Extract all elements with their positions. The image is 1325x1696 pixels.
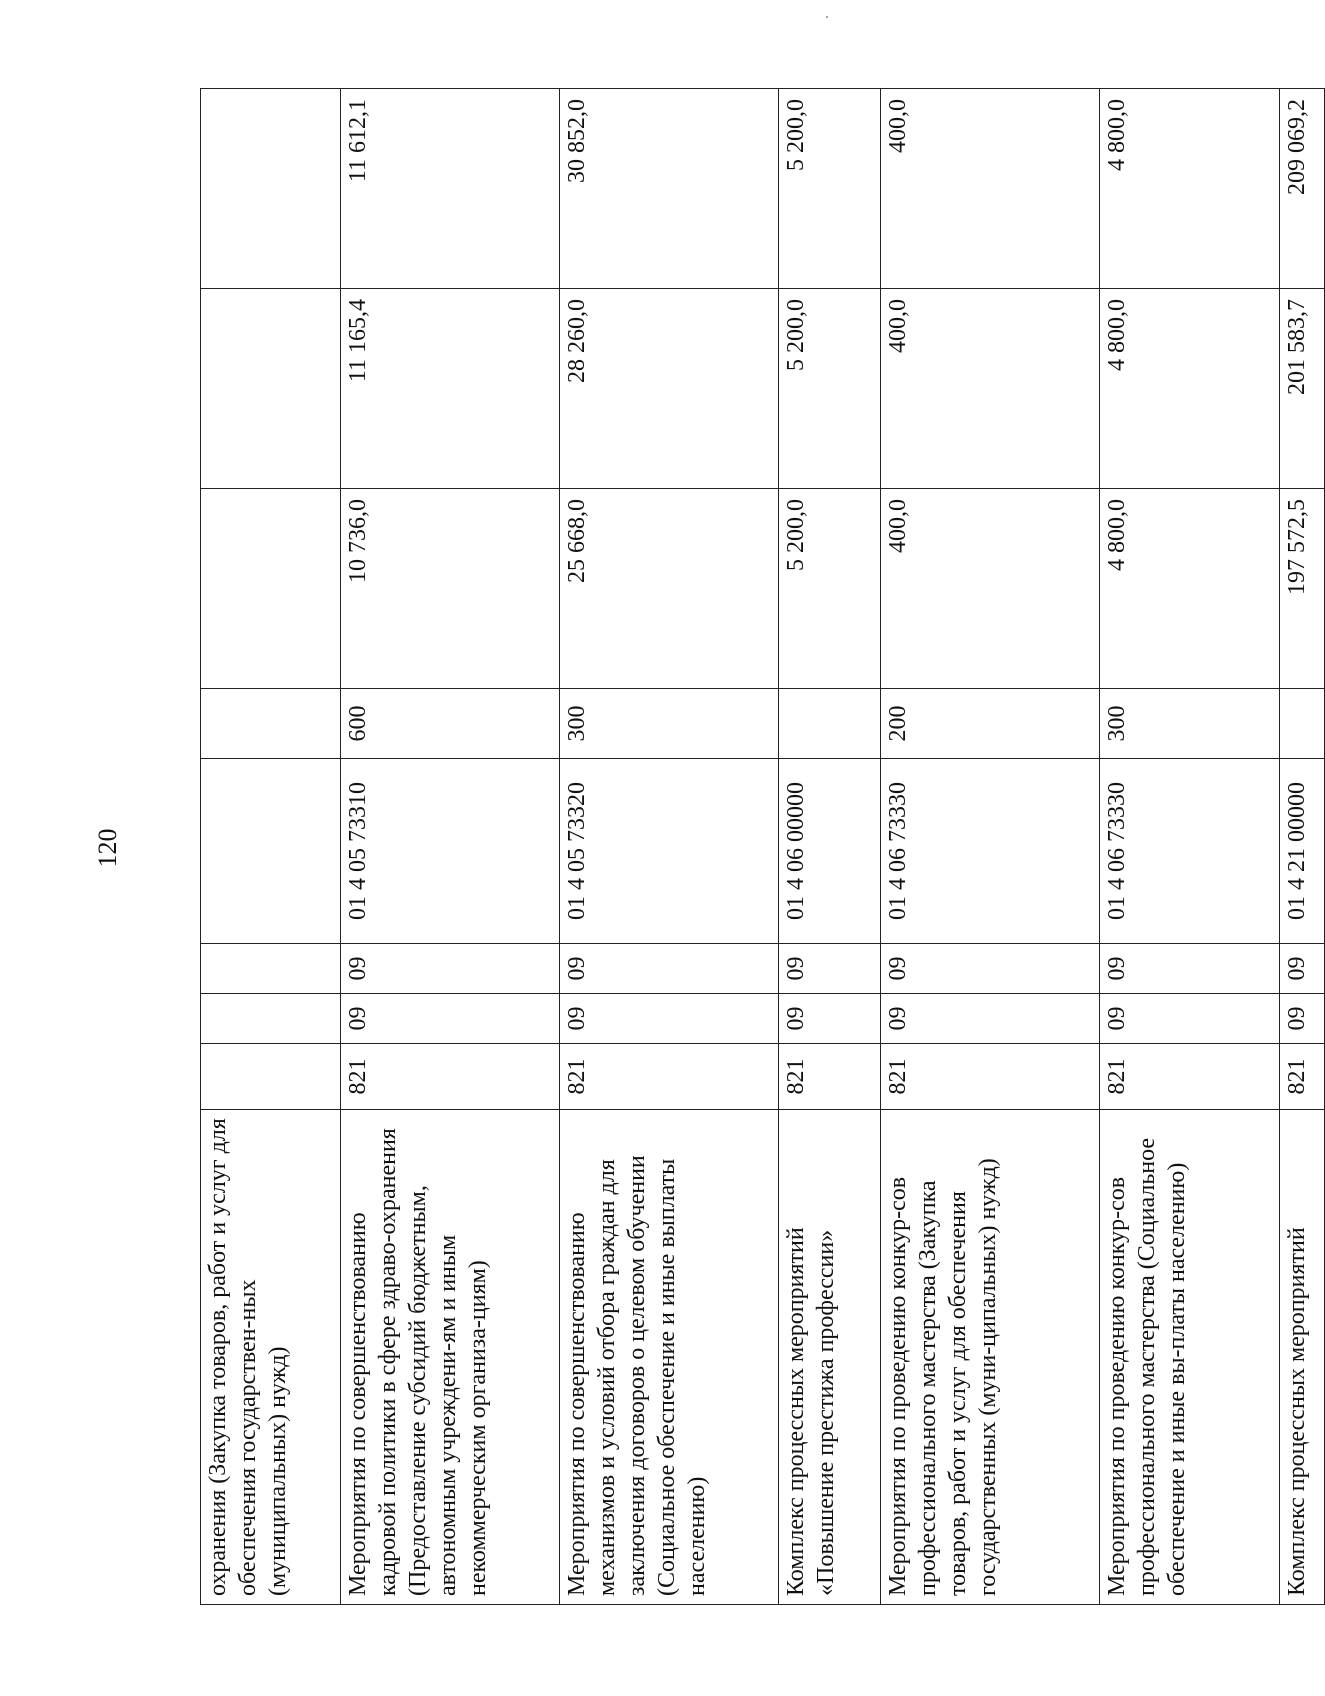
expense-type-cell: 300 (559, 689, 778, 759)
table-row (1099, 89, 1280, 1605)
amount-year2-cell: 11 165,4 (341, 289, 560, 489)
amount-year1-cell: 4 800,0 (1099, 489, 1280, 689)
target-article-cell: 01 4 05 73320 (559, 759, 778, 944)
subsection-code-cell: 09 (341, 944, 560, 994)
table-row (341, 89, 560, 1605)
table-row (880, 89, 1099, 1605)
expense-name-cell: охранения (Закупка товаров, работ и услуг для обеспечения государствен-ных (муниципальных) нужд) (201, 1110, 341, 1605)
target-article-cell: 01 4 21 00000 (1280, 759, 1325, 944)
table-row (778, 89, 880, 1605)
table-row (201, 89, 341, 1605)
amount-year3-cell: 30 852,0 (559, 89, 778, 289)
amount-year3-cell (201, 89, 341, 289)
target-article-cell: 01 4 06 73330 (880, 759, 1099, 944)
amount-year2-cell: 5 200,0 (778, 289, 880, 489)
subsection-code-cell: 09 (778, 944, 880, 994)
expense-type-cell (201, 689, 341, 759)
amount-year1-cell: 400,0 (880, 489, 1099, 689)
target-article-cell: 01 4 06 73330 (1099, 759, 1280, 944)
expense-type-cell: 600 (341, 689, 560, 759)
section-code-cell: 09 (1280, 994, 1325, 1044)
target-article-cell (201, 759, 341, 944)
amount-year3-cell: 400,0 (880, 89, 1099, 289)
amount-year2-cell: 201 583,7 (1280, 289, 1325, 489)
expense-type-cell (778, 689, 880, 759)
target-article-cell: 01 4 05 73310 (341, 759, 560, 944)
target-article-cell: 01 4 06 00000 (778, 759, 880, 944)
expense-name-cell: Мероприятия по проведению конкур-сов профессионального мастерства (Закупка товаров, работ и услуг для обеспечения государственных (муни-ципальных) нужд) (880, 1110, 1099, 1605)
table-row (1280, 89, 1325, 1605)
expense-name-cell: Мероприятия по совершенствованию кадровой политики в сфере здраво-охранения (Предоставление субсидий бюджетным, автономным учреждени-ям и иным некоммерческим организа-циям) (341, 1110, 560, 1605)
expense-name-cell: Мероприятия по проведению конкур-сов профессионального мастерства (Социальное обеспечение и иные вы-платы населению) (1099, 1110, 1280, 1605)
section-code-cell: 09 (778, 994, 880, 1044)
amount-year2-cell (201, 289, 341, 489)
amount-year2-cell: 400,0 (880, 289, 1099, 489)
subsection-code-cell: 09 (1280, 944, 1325, 994)
grbs-code-cell: 821 (880, 1044, 1099, 1110)
stray-mark (826, 16, 828, 18)
amount-year1-cell: 5 200,0 (778, 489, 880, 689)
expense-name-cell: Мероприятия по совершенствованию механизмов и условий отбора граждан для заключения договоров о целевом обучении (Социальное обеспечение и иные выплаты населению) (559, 1110, 778, 1605)
section-code-cell: 09 (341, 994, 560, 1044)
amount-year1-cell: 197 572,5 (1280, 489, 1325, 689)
budget-table (200, 88, 1325, 1605)
amount-year1-cell (201, 489, 341, 689)
section-code-cell: 09 (1099, 994, 1280, 1044)
subsection-code-cell: 09 (559, 944, 778, 994)
expense-type-cell: 300 (1099, 689, 1280, 759)
section-code-cell (201, 994, 341, 1044)
section-code-cell: 09 (880, 994, 1099, 1044)
amount-year2-cell: 4 800,0 (1099, 289, 1280, 489)
subsection-code-cell: 09 (880, 944, 1099, 994)
grbs-code-cell: 821 (1280, 1044, 1325, 1110)
amount-year1-cell: 10 736,0 (341, 489, 560, 689)
grbs-code-cell: 821 (341, 1044, 560, 1110)
grbs-code-cell: 821 (1099, 1044, 1280, 1110)
subsection-code-cell: 09 (1099, 944, 1280, 994)
expense-type-cell (1280, 689, 1325, 759)
grbs-code-cell (201, 1044, 341, 1110)
expense-type-cell: 200 (880, 689, 1099, 759)
amount-year3-cell: 209 069,2 (1280, 89, 1325, 289)
grbs-code-cell: 821 (559, 1044, 778, 1110)
expense-name-cell: Комплекс процессных мероприятий (1280, 1110, 1325, 1605)
amount-year1-cell: 25 668,0 (559, 489, 778, 689)
subsection-code-cell (201, 944, 341, 994)
table-row (559, 89, 778, 1605)
grbs-code-cell: 821 (778, 1044, 880, 1110)
amount-year3-cell: 11 612,1 (341, 89, 560, 289)
amount-year3-cell: 5 200,0 (778, 89, 880, 289)
page-number: 120 (93, 828, 122, 868)
amount-year2-cell: 28 260,0 (559, 289, 778, 489)
amount-year3-cell: 4 800,0 (1099, 89, 1280, 289)
expense-name-cell: Комплекс процессных мероприятий «Повышение престижа профессии» (778, 1110, 880, 1605)
section-code-cell: 09 (559, 994, 778, 1044)
